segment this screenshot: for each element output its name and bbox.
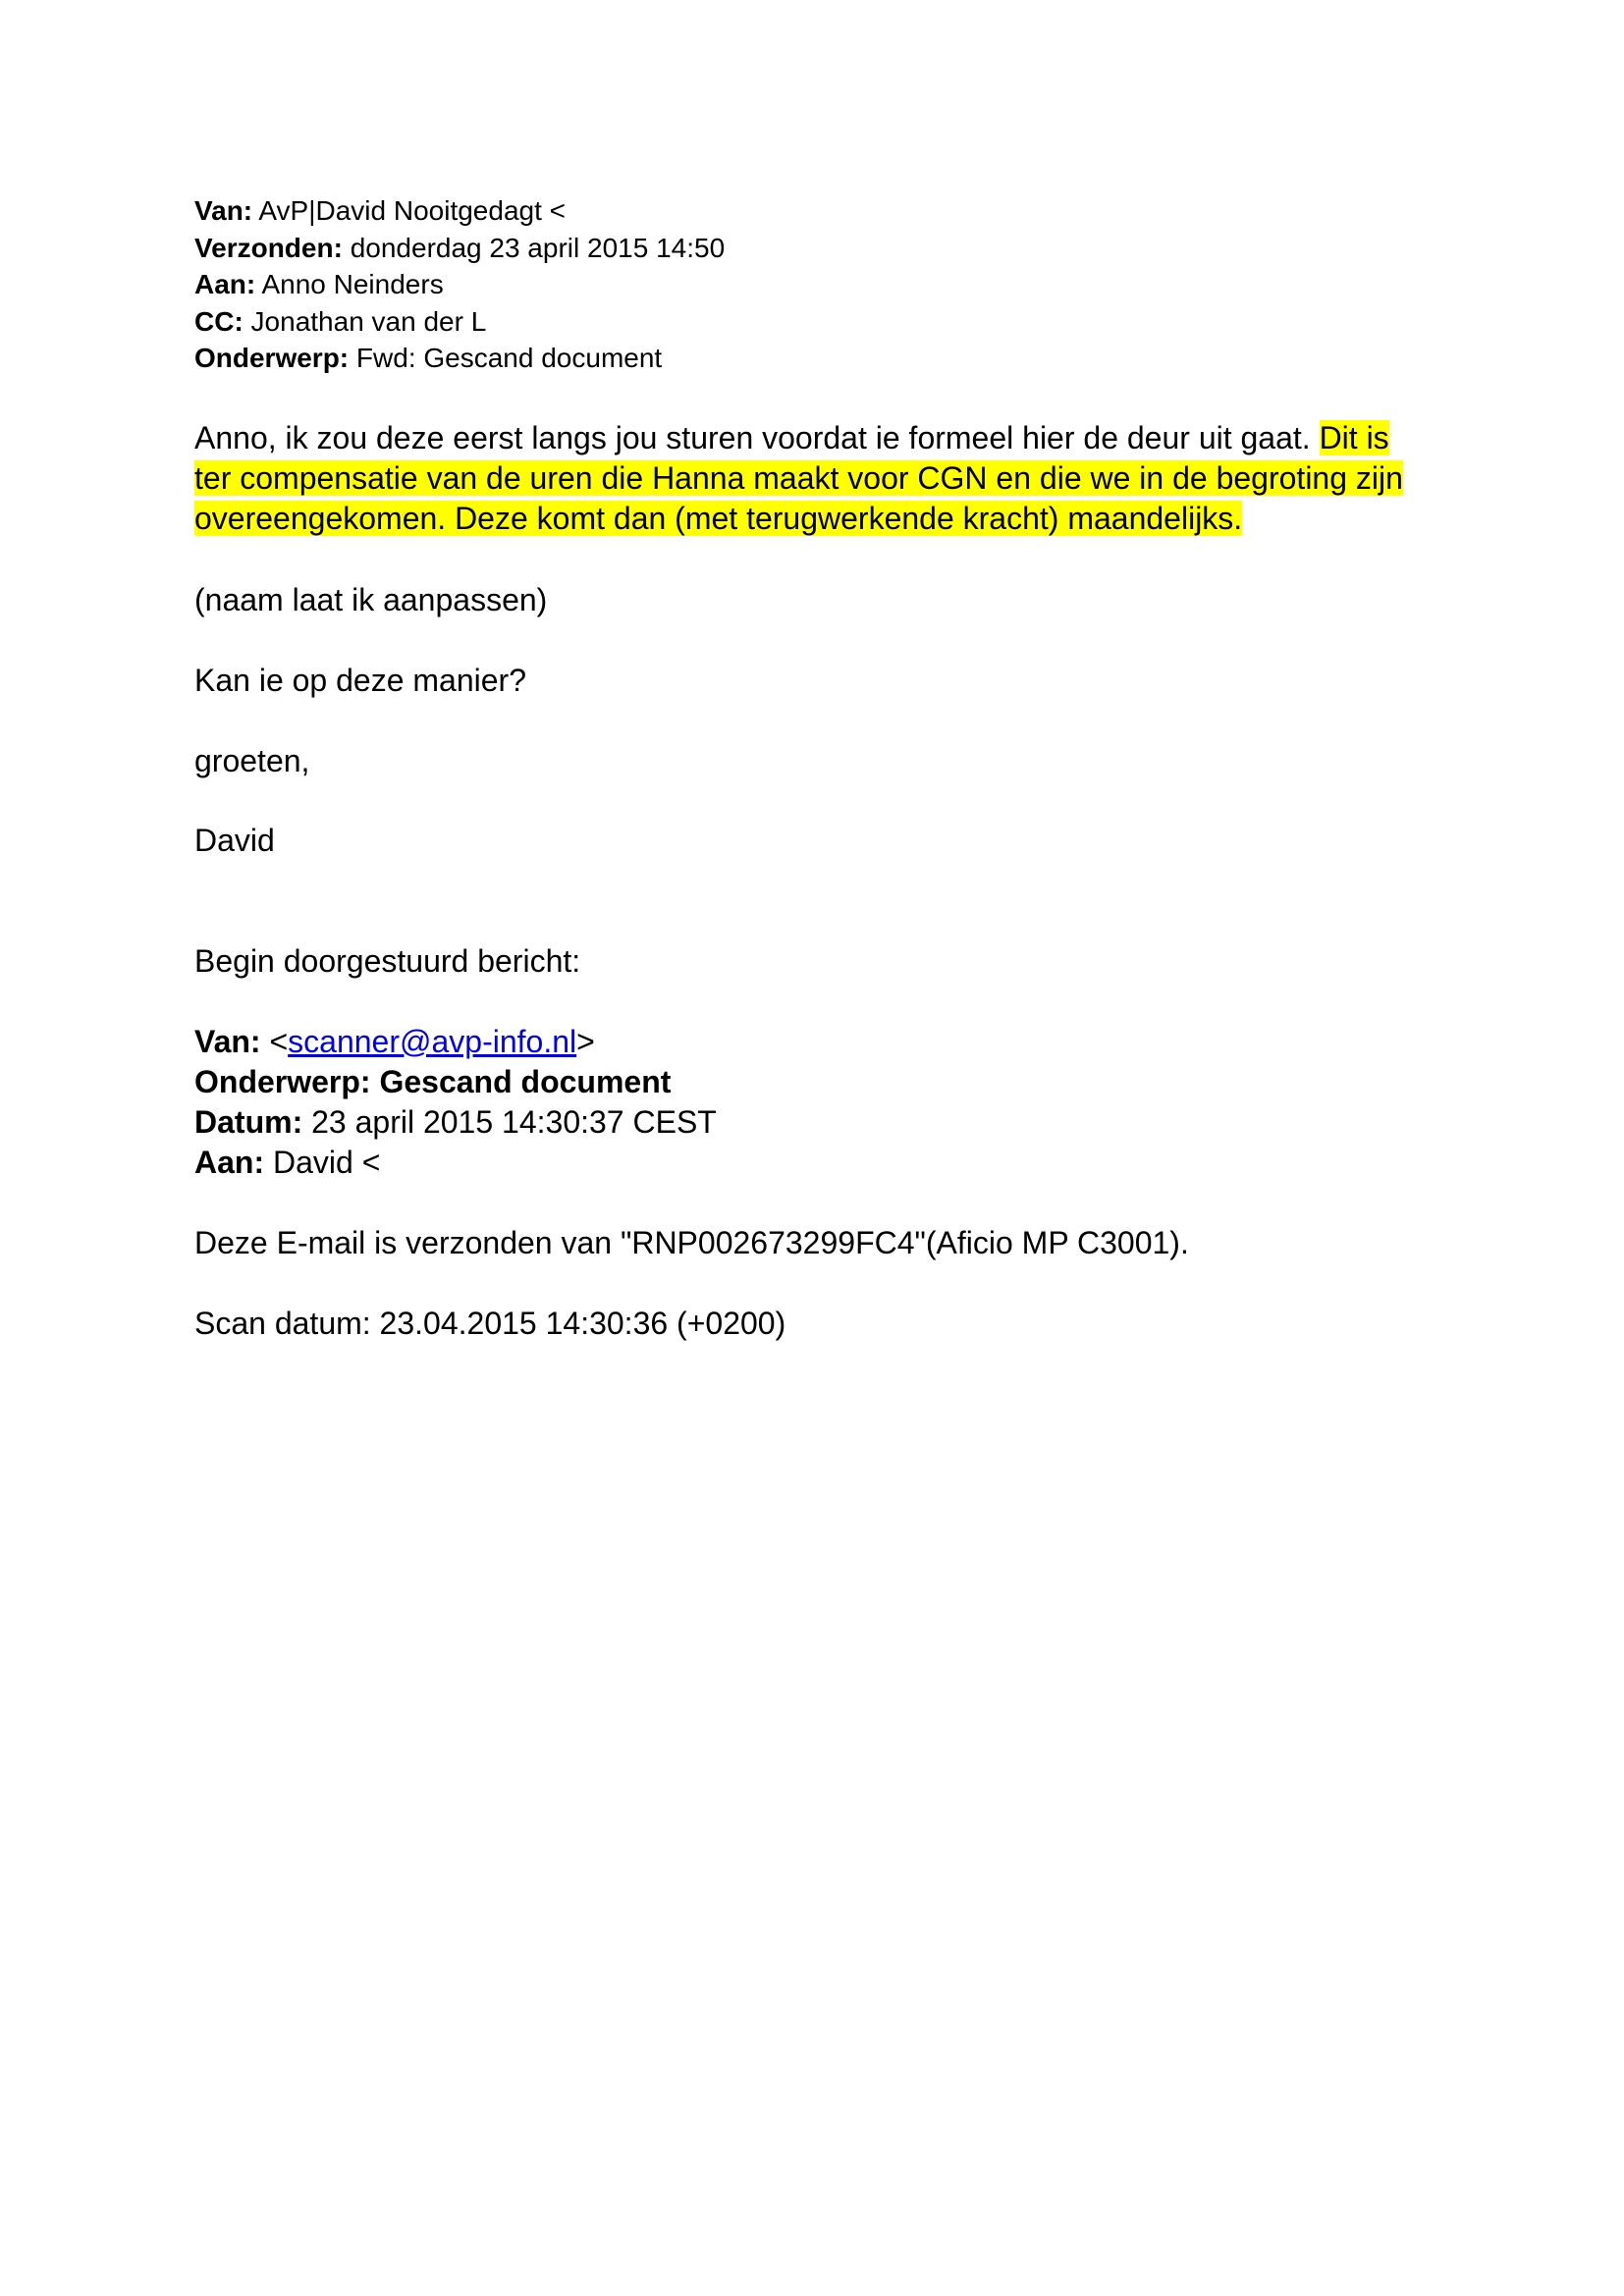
forwarded-subject-value: Gescand document: [370, 1064, 672, 1099]
forwarded-header: [194, 1022, 717, 1183]
header-cc-row: [194, 303, 725, 341]
forwarded-date-value: 23 april 2015 14:30:37 CEST: [302, 1104, 717, 1140]
forwarded-date-row: [194, 1102, 717, 1143]
forwarded-to-value: David <: [264, 1145, 381, 1180]
highlighted-text: Dit is ter compensatie van de uren die Hanna maakt voor CGN en die we in de begroting zijn overeengekomen. Deze komt dan (met terugwerkende kracht) maandelijks.: [194, 420, 1403, 536]
body-paragraph-question: Kan ie op deze manier?: [194, 663, 526, 698]
forwarded-subject-row: [194, 1062, 717, 1102]
forwarded-from-label: Van:: [194, 1024, 261, 1059]
header-sent-value: donderdag 23 april 2015 14:50: [350, 232, 726, 263]
sender-email-link[interactable]: scanner@avp-info.nl: [288, 1024, 577, 1059]
forwarded-date-label: Datum:: [194, 1104, 303, 1140]
forwarded-from-row: [194, 1022, 717, 1062]
header-to-label: Aan:: [194, 269, 256, 299]
header-subject-value: Fwd: Gescand document: [355, 343, 663, 373]
header-from-value: AvP|David Nooitgedagt <: [258, 195, 566, 226]
header-to-value: Anno Neinders: [261, 269, 444, 299]
header-subject-row: [194, 340, 725, 377]
header-sent-label: Verzonden:: [194, 232, 343, 263]
header-from-row: [194, 192, 725, 230]
forwarded-subject-label: Onderwerp:: [194, 1064, 371, 1099]
email-header: [194, 192, 725, 377]
forwarded-from-suffix: >: [576, 1024, 595, 1059]
greeting: groeten,: [194, 743, 310, 778]
forwarded-to-row: [194, 1143, 717, 1183]
header-cc-label: CC:: [194, 305, 244, 337]
forward-intro: Begin doorgestuurd bericht:: [194, 943, 581, 979]
body-paragraph-main: [194, 418, 1422, 539]
header-to-row: [194, 266, 725, 303]
sent-from-device-text: Deze E-mail is verzonden van "RNP002673299FC4"(Aficio MP C3001).: [194, 1225, 1189, 1260]
forwarded-to-label: Aan:: [194, 1145, 265, 1180]
scan-date-text: Scan datum: 23.04.2015 14:30:36 (+0200): [194, 1306, 786, 1341]
body-paragraph-plain: Anno, ik zou deze eerst langs jou sturen voordat ie formeel hier de deur uit gaat.: [194, 420, 1320, 455]
header-from-label: Van:: [194, 195, 253, 226]
header-sent-row: [194, 230, 725, 267]
body-paragraph-naam: (naam laat ik aanpassen): [194, 582, 548, 617]
header-subject-label: Onderwerp:: [194, 343, 350, 373]
forwarded-from-prefix: <: [260, 1024, 289, 1059]
signature: David: [194, 823, 275, 858]
header-cc-value: Jonathan van der L: [250, 305, 487, 337]
